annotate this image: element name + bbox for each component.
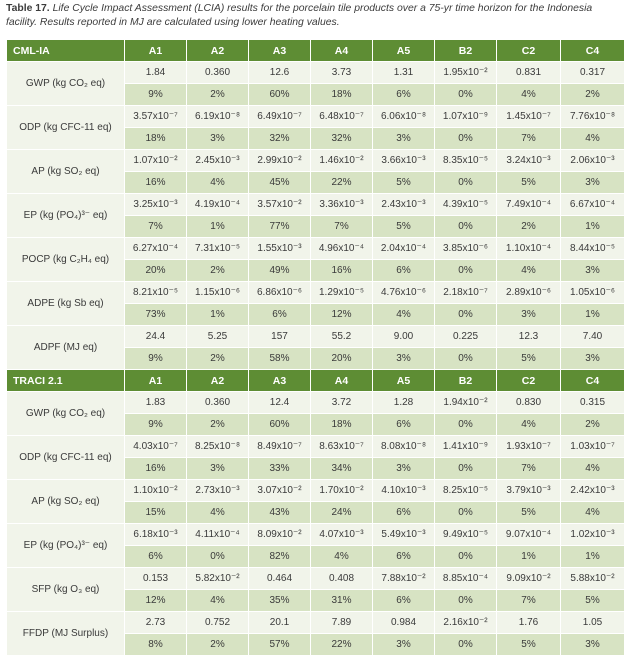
table-row [7,282,625,304]
percent-cell: 4% [187,502,249,524]
percent-cell: 6% [373,590,435,612]
value-cell: 1.02x10⁻³ [561,524,625,546]
percent-cell: 5% [497,502,561,524]
percent-cell: 2% [187,84,249,106]
value-cell: 3.72 [311,392,373,414]
percent-cell: 22% [311,634,373,656]
value-cell: 5.25 [187,326,249,348]
value-cell: 0.317 [561,62,625,84]
percent-cell: 34% [311,458,373,480]
percent-cell: 2% [187,348,249,370]
indicator-label: AP (kg SO₂ eq) [7,150,125,194]
table-row [7,392,625,414]
section-header-row [7,40,625,62]
percent-cell: 5% [497,348,561,370]
value-cell: 2.73x10⁻³ [187,480,249,502]
value-cell: 1.28 [373,392,435,414]
method-header: CML-IA [7,40,125,62]
value-cell: 3.85x10⁻⁶ [435,238,497,260]
value-cell: 1.05x10⁻⁶ [561,282,625,304]
percent-cell: 49% [249,260,311,282]
percent-cell: 12% [125,590,187,612]
percent-cell: 4% [311,546,373,568]
indicator-label: SFP (kg O₃ eq) [7,568,125,612]
value-cell: 1.10x10⁻⁴ [497,238,561,260]
percent-cell: 0% [435,128,497,150]
indicator-label: GWP (kg CO₂ eq) [7,392,125,436]
table-number: Table 17. [6,3,50,14]
value-cell: 0.153 [125,568,187,590]
percent-cell: 3% [373,634,435,656]
value-cell: 7.88x10⁻² [373,568,435,590]
value-cell: 0.984 [373,612,435,634]
value-cell: 4.07x10⁻³ [311,524,373,546]
value-cell: 6.27x10⁻⁴ [125,238,187,260]
value-cell: 1.10x10⁻² [125,480,187,502]
stage-header: A2 [187,40,249,62]
percent-cell: 0% [435,634,497,656]
percent-cell: 4% [561,128,625,150]
percent-cell: 1% [561,216,625,238]
stage-header: B2 [435,370,497,392]
percent-cell: 3% [561,172,625,194]
value-cell: 1.07x10⁻⁹ [435,106,497,128]
indicator-label: GWP (kg CO₂ eq) [7,62,125,106]
percent-cell: 7% [125,216,187,238]
value-cell: 6.18x10⁻³ [125,524,187,546]
value-cell: 3.24x10⁻³ [497,150,561,172]
value-cell: 3.36x10⁻³ [311,194,373,216]
percent-cell: 6% [125,546,187,568]
value-cell: 3.07x10⁻² [249,480,311,502]
value-cell: 1.05 [561,612,625,634]
table-row [7,150,625,172]
percent-cell: 32% [311,128,373,150]
percent-cell: 5% [373,216,435,238]
stage-header: C4 [561,40,625,62]
value-cell: 0.360 [187,392,249,414]
percent-cell: 2% [561,414,625,436]
value-cell: 2.45x10⁻³ [187,150,249,172]
stage-header: A4 [311,40,373,62]
percent-cell: 1% [561,304,625,326]
indicator-label: ODP (kg CFC-11 eq) [7,106,125,150]
table-row [7,194,625,216]
percent-cell: 0% [435,458,497,480]
value-cell: 2.73 [125,612,187,634]
stage-header: A3 [249,40,311,62]
value-cell: 3.79x10⁻³ [497,480,561,502]
value-cell: 6.49x10⁻⁷ [249,106,311,128]
value-cell: 6.86x10⁻⁶ [249,282,311,304]
percent-cell: 24% [311,502,373,524]
value-cell: 6.67x10⁻⁴ [561,194,625,216]
percent-cell: 0% [435,304,497,326]
value-cell: 3.57x10⁻⁷ [125,106,187,128]
value-cell: 7.31x10⁻⁵ [187,238,249,260]
percent-cell: 35% [249,590,311,612]
percent-cell: 3% [187,128,249,150]
value-cell: 2.18x10⁻⁷ [435,282,497,304]
percent-cell: 16% [125,458,187,480]
value-cell: 3.73 [311,62,373,84]
value-cell: 6.48x10⁻⁷ [311,106,373,128]
indicator-label: AP (kg SO₂ eq) [7,480,125,524]
percent-cell: 4% [497,260,561,282]
value-cell: 1.70x10⁻² [311,480,373,502]
percent-cell: 1% [187,304,249,326]
value-cell: 24.4 [125,326,187,348]
value-cell: 3.25x10⁻³ [125,194,187,216]
value-cell: 0.831 [497,62,561,84]
percent-cell: 43% [249,502,311,524]
value-cell: 12.4 [249,392,311,414]
value-cell: 2.42x10⁻³ [561,480,625,502]
percent-cell: 6% [249,304,311,326]
value-cell: 2.43x10⁻³ [373,194,435,216]
value-cell: 8.35x10⁻⁵ [435,150,497,172]
percent-cell: 6% [373,260,435,282]
value-cell: 1.76 [497,612,561,634]
value-cell: 9.49x10⁻⁵ [435,524,497,546]
percent-cell: 16% [125,172,187,194]
value-cell: 4.03x10⁻⁷ [125,436,187,458]
value-cell: 2.04x10⁻⁴ [373,238,435,260]
value-cell: 1.29x10⁻⁵ [311,282,373,304]
percent-cell: 3% [561,348,625,370]
percent-cell: 4% [497,84,561,106]
indicator-label: POCP (kg C₂H₄ eq) [7,238,125,282]
percent-cell: 6% [373,502,435,524]
table-row [7,568,625,590]
value-cell: 4.10x10⁻³ [373,480,435,502]
value-cell: 6.06x10⁻⁸ [373,106,435,128]
indicator-label: ADPF (MJ eq) [7,326,125,370]
percent-cell: 32% [249,128,311,150]
percent-cell: 45% [249,172,311,194]
value-cell: 5.88x10⁻² [561,568,625,590]
value-cell: 8.85x10⁻⁴ [435,568,497,590]
percent-cell: 0% [435,546,497,568]
percent-cell: 2% [187,260,249,282]
percent-cell: 3% [373,458,435,480]
percent-cell: 0% [435,502,497,524]
value-cell: 1.93x10⁻⁷ [497,436,561,458]
percent-cell: 20% [311,348,373,370]
value-cell: 1.84 [125,62,187,84]
value-cell: 8.09x10⁻² [249,524,311,546]
value-cell: 8.25x10⁻⁵ [435,480,497,502]
percent-cell: 8% [125,634,187,656]
percent-cell: 6% [373,414,435,436]
value-cell: 0.315 [561,392,625,414]
value-cell: 2.99x10⁻² [249,150,311,172]
percent-cell: 3% [373,348,435,370]
percent-cell: 6% [373,84,435,106]
value-cell: 12.6 [249,62,311,84]
percent-cell: 20% [125,260,187,282]
percent-cell: 2% [187,634,249,656]
value-cell: 8.08x10⁻⁸ [373,436,435,458]
value-cell: 7.49x10⁻⁴ [497,194,561,216]
value-cell: 7.89 [311,612,373,634]
value-cell: 1.07x10⁻² [125,150,187,172]
value-cell: 1.45x10⁻⁷ [497,106,561,128]
value-cell: 55.2 [311,326,373,348]
stage-header: C2 [497,40,561,62]
table-row [7,326,625,348]
value-cell: 7.40 [561,326,625,348]
value-cell: 3.57x10⁻² [249,194,311,216]
value-cell: 1.15x10⁻⁶ [187,282,249,304]
stage-header: B2 [435,40,497,62]
stage-header: C4 [561,370,625,392]
value-cell: 1.95x10⁻² [435,62,497,84]
percent-cell: 73% [125,304,187,326]
percent-cell: 9% [125,84,187,106]
stage-header: A5 [373,370,435,392]
stage-header: A1 [125,370,187,392]
percent-cell: 3% [497,304,561,326]
percent-cell: 4% [497,414,561,436]
value-cell: 8.44x10⁻⁵ [561,238,625,260]
percent-cell: 7% [497,458,561,480]
percent-cell: 0% [435,216,497,238]
percent-cell: 4% [373,304,435,326]
percent-cell: 7% [497,590,561,612]
percent-cell: 12% [311,304,373,326]
value-cell: 1.94x10⁻² [435,392,497,414]
indicator-label: EP (kg (PO₄)³⁻ eq) [7,524,125,568]
value-cell: 2.06x10⁻³ [561,150,625,172]
percent-cell: 1% [187,216,249,238]
value-cell: 4.76x10⁻⁶ [373,282,435,304]
value-cell: 1.46x10⁻² [311,150,373,172]
percent-cell: 1% [561,546,625,568]
percent-cell: 0% [435,84,497,106]
table-caption [6,2,624,30]
percent-cell: 7% [311,216,373,238]
value-cell: 4.19x10⁻⁴ [187,194,249,216]
percent-cell: 6% [373,546,435,568]
percent-cell: 77% [249,216,311,238]
percent-cell: 57% [249,634,311,656]
percent-cell: 5% [561,590,625,612]
table-row [7,62,625,84]
indicator-label: FFDP (MJ Surplus) [7,612,125,656]
percent-cell: 9% [125,414,187,436]
percent-cell: 2% [497,216,561,238]
table-row [7,106,625,128]
value-cell: 3.66x10⁻³ [373,150,435,172]
value-cell: 9.00 [373,326,435,348]
value-cell: 8.25x10⁻⁸ [187,436,249,458]
percent-cell: 4% [187,590,249,612]
percent-cell: 18% [311,414,373,436]
percent-cell: 58% [249,348,311,370]
percent-cell: 18% [311,84,373,106]
percent-cell: 5% [497,172,561,194]
stage-header: A4 [311,370,373,392]
value-cell: 1.03x10⁻⁷ [561,436,625,458]
percent-cell: 4% [187,172,249,194]
stage-header: A1 [125,40,187,62]
percent-cell: 7% [497,128,561,150]
percent-cell: 9% [125,348,187,370]
value-cell: 0.408 [311,568,373,590]
percent-cell: 4% [561,458,625,480]
value-cell: 0.360 [187,62,249,84]
percent-cell: 0% [435,260,497,282]
value-cell: 12.3 [497,326,561,348]
value-cell: 20.1 [249,612,311,634]
percent-cell: 3% [561,634,625,656]
value-cell: 8.63x10⁻⁷ [311,436,373,458]
value-cell: 0.752 [187,612,249,634]
percent-cell: 18% [125,128,187,150]
value-cell: 8.49x10⁻⁷ [249,436,311,458]
table-caption-text: Life Cycle Impact Assessment (LCIA) results for the porcelain tile products over a 75-yr time horizon for the Indonesia facility. Results reported in MJ are calculated using lower heating values. [6,3,593,28]
value-cell: 4.96x10⁻⁴ [311,238,373,260]
percent-cell: 0% [435,348,497,370]
value-cell: 1.41x10⁻⁹ [435,436,497,458]
percent-cell: 31% [311,590,373,612]
value-cell: 2.89x10⁻⁶ [497,282,561,304]
percent-cell: 4% [561,502,625,524]
value-cell: 1.31 [373,62,435,84]
lcia-results-table [6,39,625,656]
value-cell: 4.11x10⁻⁴ [187,524,249,546]
percent-cell: 0% [187,546,249,568]
table-row [7,524,625,546]
table-row [7,238,625,260]
value-cell: 157 [249,326,311,348]
value-cell: 9.09x10⁻² [497,568,561,590]
table-row [7,612,625,634]
percent-cell: 0% [435,590,497,612]
percent-cell: 3% [187,458,249,480]
value-cell: 0.225 [435,326,497,348]
percent-cell: 16% [311,260,373,282]
section-header-row [7,370,625,392]
stage-header: C2 [497,370,561,392]
value-cell: 2.16x10⁻² [435,612,497,634]
percent-cell: 22% [311,172,373,194]
stage-header: A5 [373,40,435,62]
value-cell: 5.49x10⁻³ [373,524,435,546]
value-cell: 9.07x10⁻⁴ [497,524,561,546]
table-row [7,480,625,502]
percent-cell: 0% [435,414,497,436]
percent-cell: 3% [561,260,625,282]
percent-cell: 2% [561,84,625,106]
stage-header: A3 [249,370,311,392]
percent-cell: 2% [187,414,249,436]
indicator-label: ADPE (kg Sb eq) [7,282,125,326]
indicator-label: EP (kg (PO₄)³⁻ eq) [7,194,125,238]
percent-cell: 82% [249,546,311,568]
percent-cell: 5% [497,634,561,656]
percent-cell: 0% [435,172,497,194]
value-cell: 7.76x10⁻⁸ [561,106,625,128]
percent-cell: 60% [249,84,311,106]
stage-header: A2 [187,370,249,392]
indicator-label: ODP (kg CFC-11 eq) [7,436,125,480]
value-cell: 6.19x10⁻⁸ [187,106,249,128]
method-header: TRACI 2.1 [7,370,125,392]
percent-cell: 33% [249,458,311,480]
value-cell: 4.39x10⁻⁵ [435,194,497,216]
value-cell: 5.82x10⁻² [187,568,249,590]
percent-cell: 3% [373,128,435,150]
percent-cell: 1% [497,546,561,568]
value-cell: 0.830 [497,392,561,414]
table-row [7,436,625,458]
percent-cell: 60% [249,414,311,436]
value-cell: 1.83 [125,392,187,414]
value-cell: 1.55x10⁻³ [249,238,311,260]
value-cell: 0.464 [249,568,311,590]
value-cell: 8.21x10⁻⁵ [125,282,187,304]
percent-cell: 5% [373,172,435,194]
percent-cell: 15% [125,502,187,524]
